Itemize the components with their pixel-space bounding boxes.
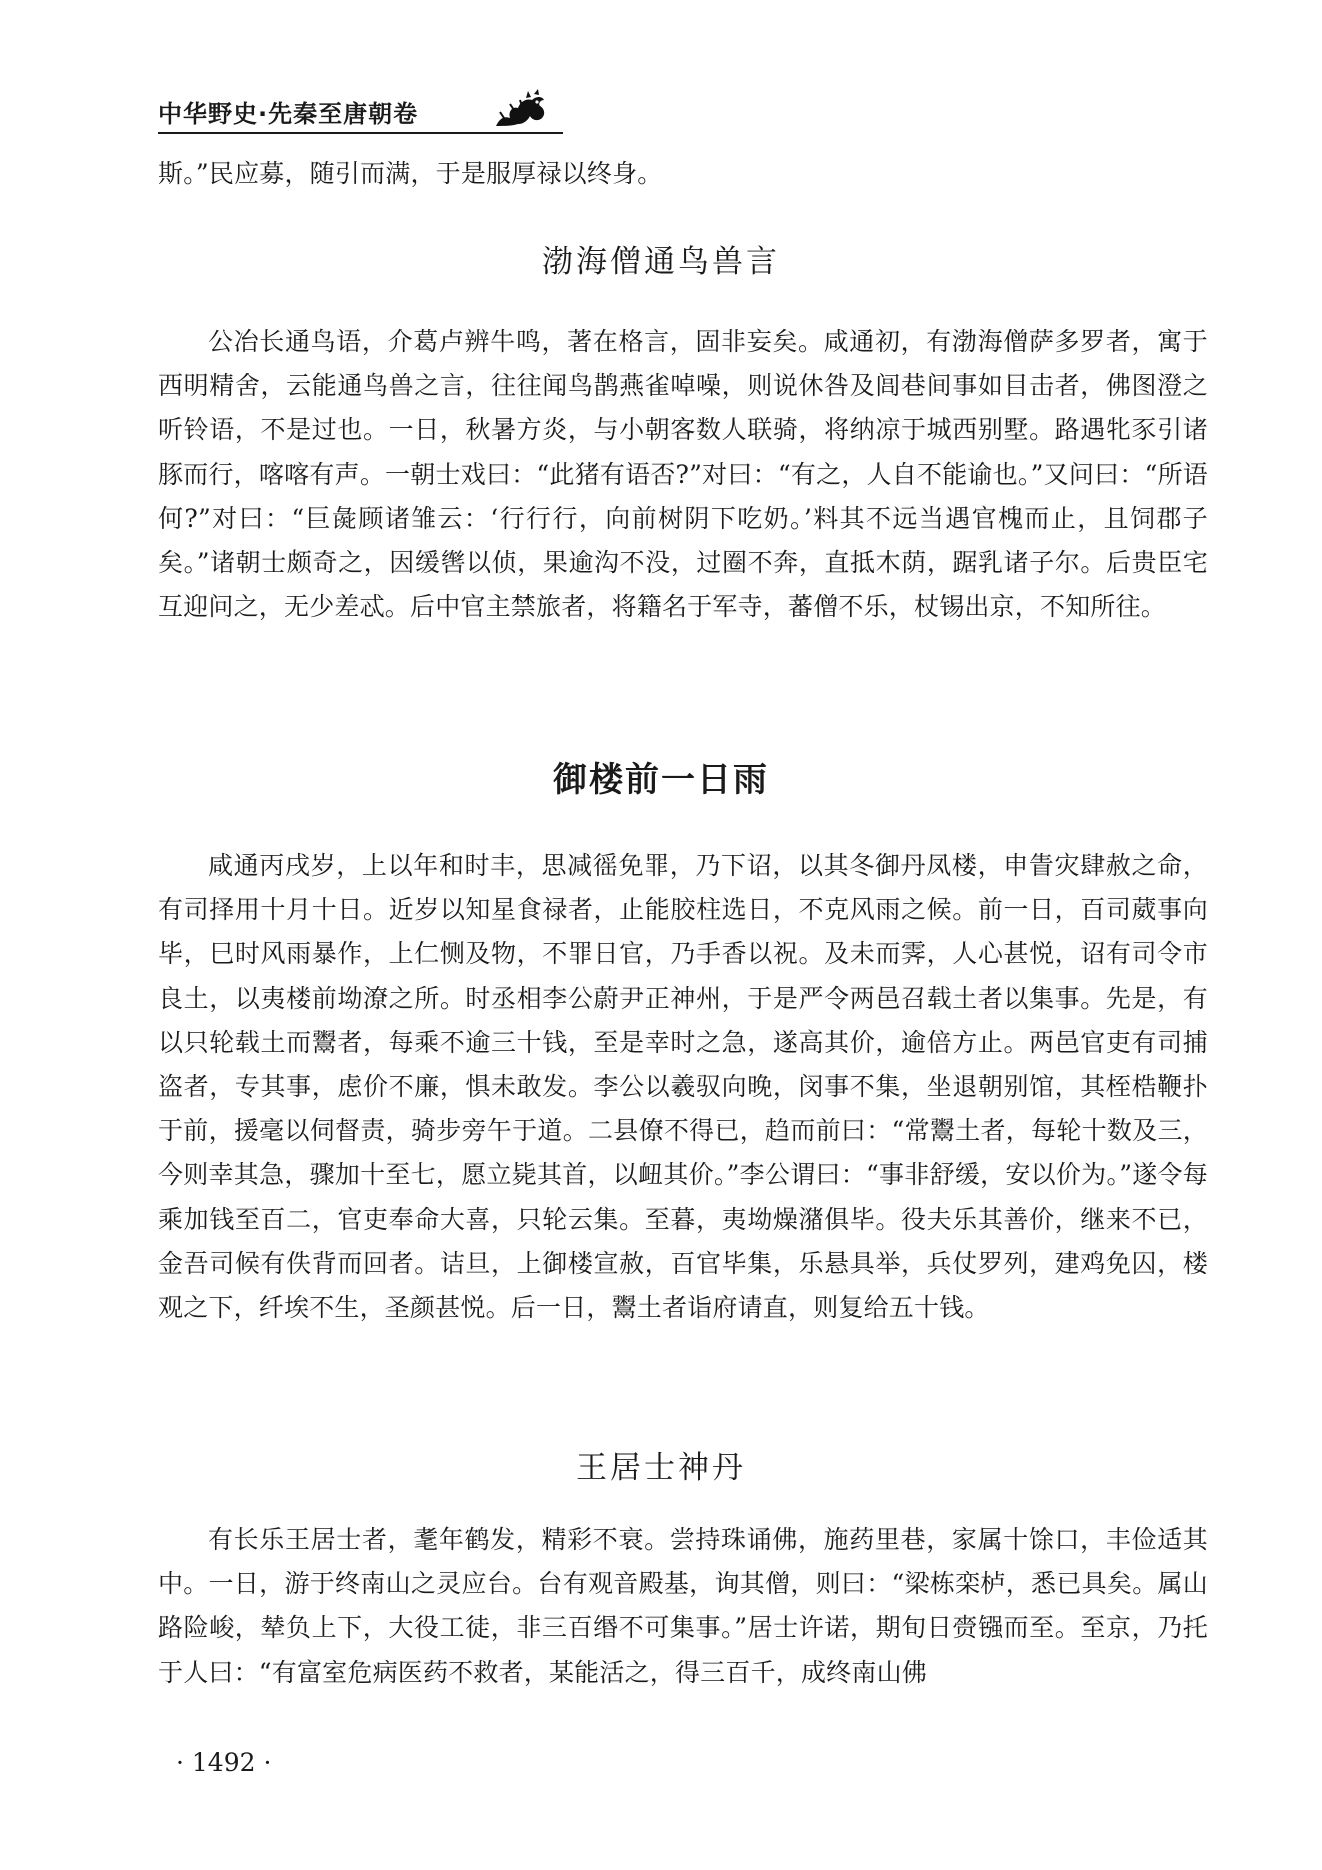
section-body-1: 公冶长通鸟语，介葛卢辨牛鸣，著在格言，固非妄矣。咸通初，有渤海僧萨多罗者，寓于西明精舍，云能通鸟兽之言，往往闻鸟鹊燕雀啅噪，则说休咎及闾巷间事如目击者，佛图澄之听铃语，不是过也。一日，秋暑方炎，与小朝客数人联骑，将纳凉于城西别墅。路遇牝豕引诸豚而行，喀喀有声。一朝士戏曰：“此猪有语否?”对曰：“有之，人自不能谕也。”又问曰：“所语何?”对曰：“巨彘顾诸雏云：‘行行行，向前树阴下吃奶。’料其不远当遇官槐而止，且饲郡子矣。”诸朝士颇奇之，因缓辔以侦，果逾沟不没，过圈不奔，直抵木荫，踞乳诸子尔。后贵臣宅互迎问之，无少差忒。后中官主禁旅者，将籍名于军寺，蕃僧不乐，杖锡出京，不知所往。: [158, 327, 1208, 622]
page-number: · 1492 ·: [176, 1748, 272, 1777]
section-title-2: 御楼前一日雨: [553, 760, 769, 800]
header-rule: [158, 132, 563, 134]
carry-over-paragraph: 斯。”民应募，随引而满，于是服厚禄以终身。: [158, 159, 663, 188]
running-header: [158, 88, 563, 132]
dragon-emblem-icon: [490, 88, 550, 130]
section-body-3: 有长乐王居士者，耄年鹤发，精彩不衰。尝持珠诵佛，施药里巷，家属十馀口，丰俭适其中。一日，游于终南山之灵应台。台有观音殿基，询其僧，则曰：“梁栋栾栌，悉已具矣。属山路险峻，辇负上下，大役工徒，非三百缗不可集事。”居士许诺，期旬日赍镪而至。至京，乃托于人曰：“有富室危病医药不救者，某能活之，得三百千，成终南山佛: [158, 1525, 1208, 1687]
section-body-2: 咸通丙戌岁，上以年和时丰，思减徭免罪，乃下诏，以其冬御丹凤楼，申眚灾肆赦之命，有司择用十月十日。近岁以知星食禄者，止能胶柱选日，不克风雨之候。前一日，百司葳事向毕，巳时风雨暴作，上仁恻及物，不罪日官，乃手香以祝。及未而霁，人心甚悦，诏有司令市良土，以夷楼前坳潦之所。时丞相李公蔚尹正神州，于是严令两邑召载土者以集事。先是，有以只轮载土而鬻者，每乘不逾三十钱，至是幸时之急，遂高其价，逾倍方止。两邑官吏有司捕盗者，专其事，虑价不廉，惧未敢发。李公以羲驭向晚，闵事不集，坐退朝别馆，其桎梏鞭扑于前，援毫以伺督责，骑步旁午于道。二县僚不得已，趋而前曰：“常鬻土者，每轮十数及三，今则幸其急，骤加十至七，愿立毙其首，以衄其价。”李公谓曰：“事非舒缓，安以价为。”遂令每乘加钱至百二，官吏奉命大喜，只轮云集。至暮，夷坳燥潴俱毕。役夫乐其善价，继来不已，金吾司候有佚背而回者。诘旦，上御楼宣赦，百官毕集，乐悬具举，兵仗罗列，建鸡免囚，楼观之下，纤埃不生，圣颜甚悦。后一日，鬻土者诣府请直，则复给五十钱。: [158, 851, 1208, 1323]
section-title-1: 渤海僧通鸟兽言: [542, 244, 780, 280]
book-title: 中华野史·先秦至唐朝卷: [158, 100, 419, 128]
section-title-3: 王居士神丹: [576, 1450, 746, 1486]
